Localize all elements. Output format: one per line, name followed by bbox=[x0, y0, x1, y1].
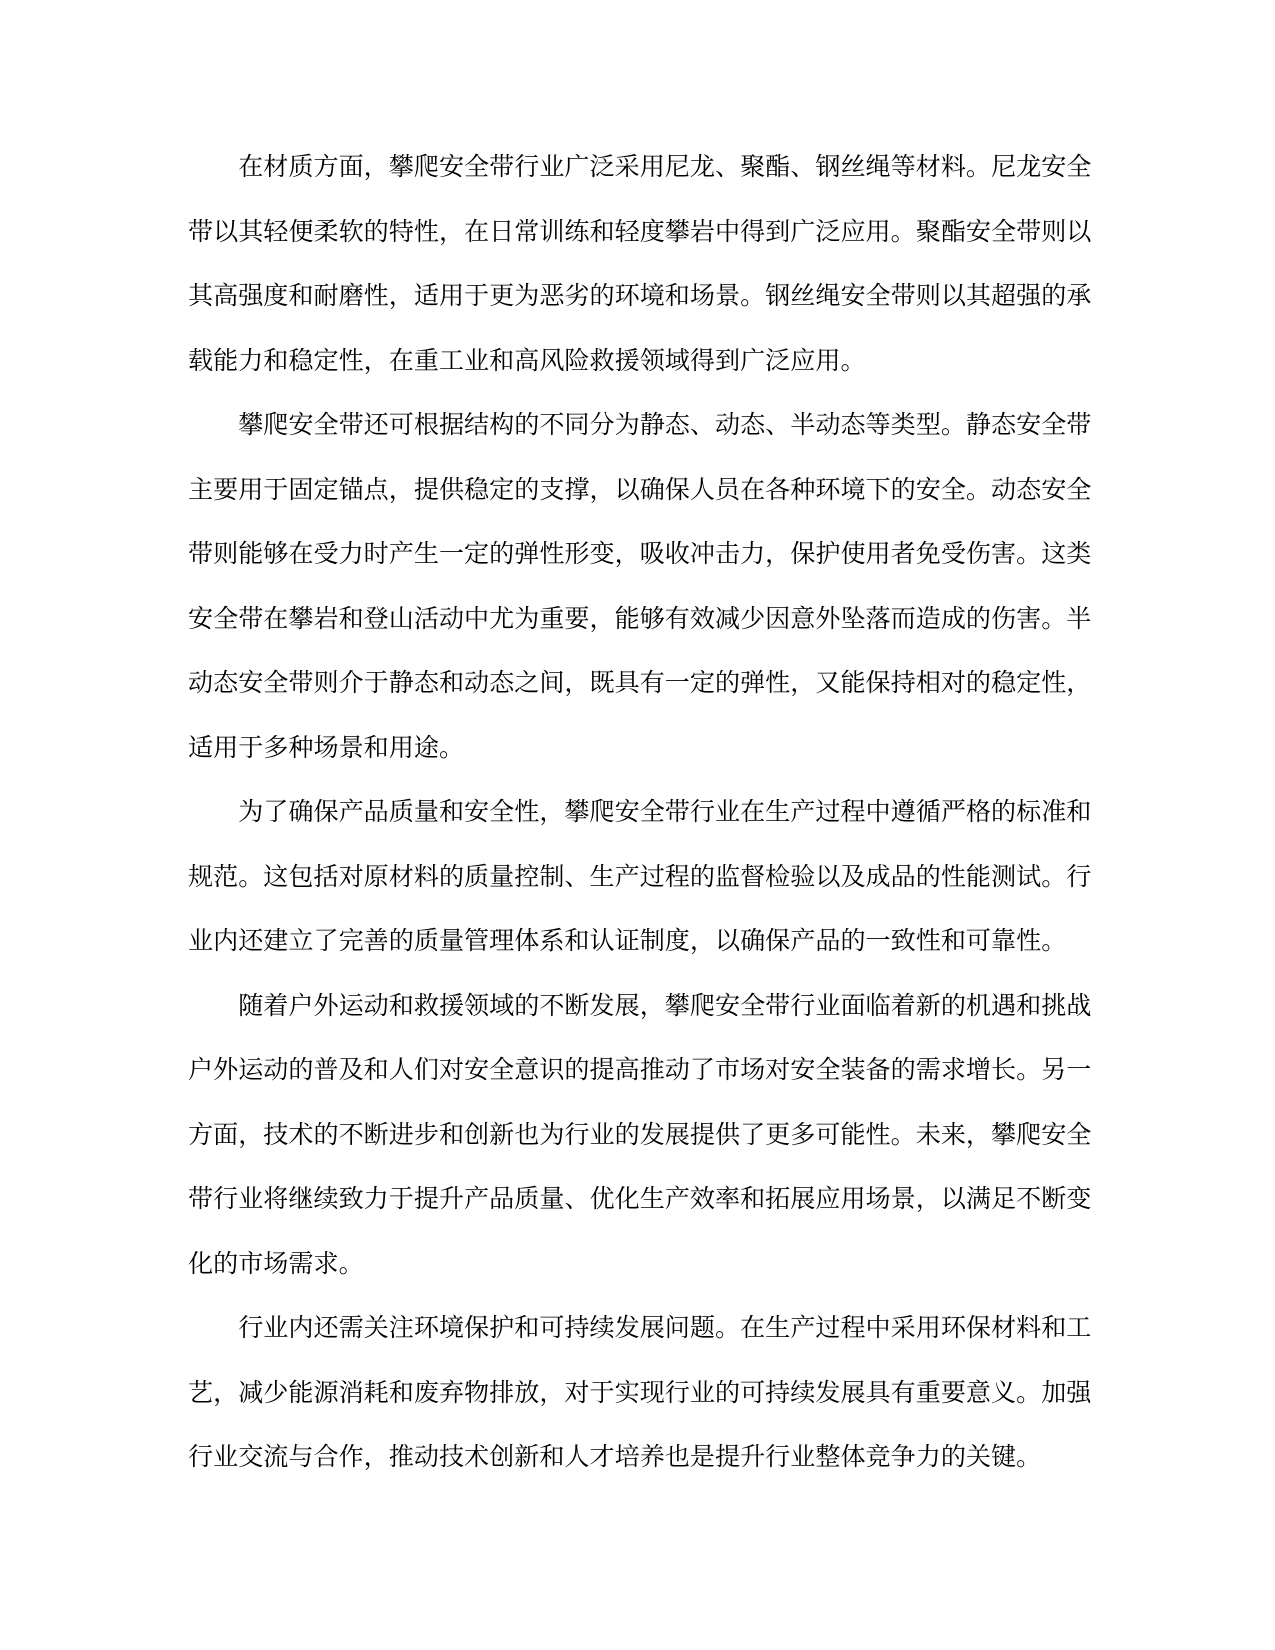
text-line: 在材质方面，攀爬安全带行业广泛采用尼龙、聚酯、钢丝绳等材料。尼龙安全 bbox=[238, 153, 1092, 181]
text-line: 适用于多种场景和用途。 bbox=[188, 733, 465, 762]
paragraph bbox=[188, 974, 1094, 1297]
text-line: 规范。这包括对原材料的质量控制、生产过程的监督检验以及成品的性能测试。行 bbox=[188, 862, 1092, 891]
text-line: 主要用于固定锚点，提供稳定的支撑，以确保人员在各种环境下的安全。动态安全 bbox=[188, 475, 1092, 504]
paragraph bbox=[188, 780, 1094, 974]
text-line: 带以其轻便柔软的特性，在日常训练和轻度攀岩中得到广泛应用。聚酯安全带则以 bbox=[188, 217, 1092, 246]
text-line: 业内还建立了完善的质量管理体系和认证制度，以确保产品的一致性和可靠性。 bbox=[188, 927, 1067, 955]
text-line: 化的市场需求。 bbox=[188, 1249, 364, 1278]
text-line: 动态安全带则介于静态和动态之间，既具有一定的弹性，又能保持相对的稳定性， bbox=[188, 669, 1092, 697]
text-line: 随着户外运动和救援领域的不断发展，攀爬安全带行业面临着新的机遇和挑战 bbox=[238, 991, 1092, 1020]
paragraph bbox=[188, 135, 1094, 393]
text-line: 带行业将继续致力于提升产品质量、优化生产效率和拓展应用场景，以满足不断变 bbox=[188, 1185, 1092, 1213]
text-line: 艺，减少能源消耗和废弃物排放，对于实现行业的可持续发展具有重要意义。加强 bbox=[188, 1378, 1092, 1407]
paragraph bbox=[188, 393, 1094, 780]
text-line: 方面，技术的不断进步和创新也为行业的发展提供了更多可能性。未来，攀爬安全 bbox=[188, 1120, 1092, 1149]
paragraph bbox=[188, 1296, 1094, 1490]
text-line: 带则能够在受力时产生一定的弹性形变，吸收冲击力，保护使用者免受伤害。这类 bbox=[188, 540, 1092, 568]
text-line: 为了确保产品质量和安全性，攀爬安全带行业在生产过程中遵循严格的标准和 bbox=[238, 798, 1092, 826]
text-line: 安全带在攀岩和登山活动中尤为重要，能够有效减少因意外坠落而造成的伤害。半 bbox=[188, 604, 1092, 633]
text-line: 其高强度和耐磨性，适用于更为恶劣的环境和场景。钢丝绳安全带则以其超强的承 bbox=[188, 282, 1092, 310]
text-line: 行业内还需关注环境保护和可持续发展问题。在生产过程中采用环保材料和工 bbox=[238, 1314, 1092, 1342]
document-body bbox=[188, 135, 1094, 1490]
text-line: 行业交流与合作，推动技术创新和人才培养也是提升行业整体竞争力的关键。 bbox=[188, 1443, 1042, 1471]
text-line: 载能力和稳定性，在重工业和高风险救援领域得到广泛应用。 bbox=[188, 346, 866, 375]
text-line: 攀爬安全带还可根据结构的不同分为静态、动态、半动态等类型。静态安全带 bbox=[238, 411, 1092, 439]
text-line: 户外运动的普及和人们对安全意识的提高推动了市场对安全装备的需求增长。另一 bbox=[188, 1056, 1092, 1084]
